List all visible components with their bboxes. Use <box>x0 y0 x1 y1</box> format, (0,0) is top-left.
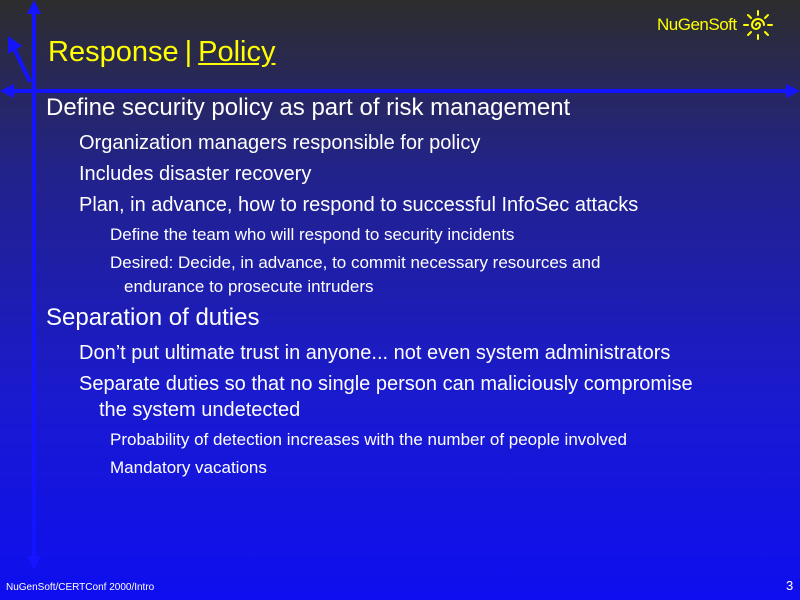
slide-number: 3 <box>786 578 794 593</box>
bullet-level3: Mandatory vacations <box>110 458 267 477</box>
page-title <box>48 36 276 69</box>
bullet-level1: Define security policy as part of risk management <box>46 94 571 121</box>
bullet-level2: Includes disaster recovery <box>79 163 312 185</box>
bullet-level1: Separation of duties <box>46 304 260 331</box>
bullet-level3: Desired: Decide, in advance, to commit necessary resources and <box>110 253 601 272</box>
footer-text: NuGenSoft/CERTConf 2000/Intro <box>6 582 155 593</box>
logo <box>657 10 773 40</box>
title-sub: Policy <box>198 36 276 68</box>
bullet-level3: Define the team who will respond to security incidents <box>110 225 515 244</box>
bullet-level2-continuation: the system undetected <box>99 399 301 421</box>
title-main: Response <box>48 36 179 68</box>
bullet-level3-continuation: endurance to prosecute intruders <box>124 277 374 296</box>
bullet-level3: Probability of detection increases with the number of people involved <box>110 430 627 449</box>
bullet-level2: Plan, in advance, how to respond to successful InfoSec attacks <box>79 194 639 216</box>
bullet-level2: Don’t put ultimate trust in anyone... not even system administrators <box>79 342 671 364</box>
title-separator: | <box>184 36 193 68</box>
bullet-level2: Organization managers responsible for policy <box>79 132 481 154</box>
sun-spiral-icon <box>743 10 773 40</box>
logo-text: NuGenSoft <box>657 15 737 34</box>
bullet-level2: Separate duties so that no single person can maliciously compromise <box>79 373 693 395</box>
